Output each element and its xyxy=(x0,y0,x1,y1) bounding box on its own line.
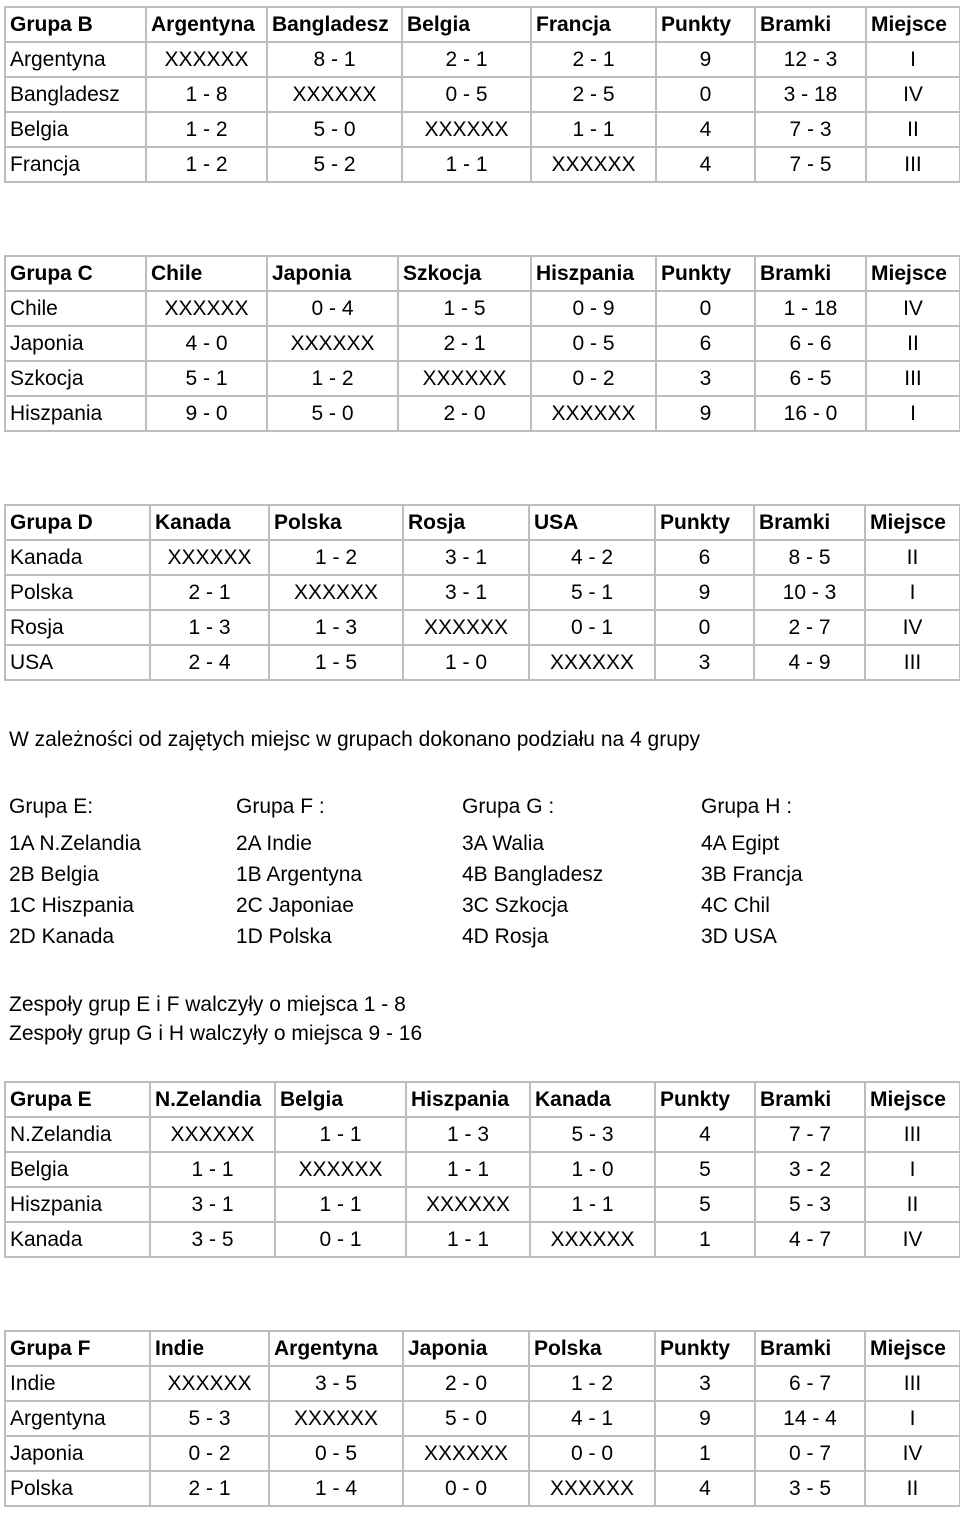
table-header-row xyxy=(5,1082,960,1117)
result-cell: 1 - 2 xyxy=(267,361,398,396)
placement-note: Zespoły grup E i F walczyły o miejsca 1 - 8 xyxy=(9,993,406,1016)
result-cell: 2 - 5 xyxy=(531,77,656,112)
place-cell: II xyxy=(865,1187,960,1222)
result-cell: 0 - 5 xyxy=(269,1436,403,1471)
new-group-title: Grupa H : xyxy=(701,795,793,818)
result-cell: 1 - 2 xyxy=(146,147,267,182)
result-cell: 1 - 1 xyxy=(150,1152,275,1187)
header-cell: Miejsce xyxy=(865,1331,960,1366)
result-cell: 4 - 0 xyxy=(146,326,267,361)
points-cell: 1 xyxy=(655,1222,755,1257)
header-cell: Indie xyxy=(150,1331,269,1366)
place-cell: III xyxy=(865,645,960,680)
team-cell: Argentyna xyxy=(5,42,146,77)
goals-cell: 3 - 2 xyxy=(755,1152,865,1187)
header-cell: Rosja xyxy=(403,505,529,540)
result-cell: 3 - 5 xyxy=(150,1222,275,1257)
header-cell: Punkty xyxy=(656,256,755,291)
header-cell: Grupa E xyxy=(5,1082,150,1117)
header-cell: Punkty xyxy=(655,1331,755,1366)
points-cell: 9 xyxy=(655,1401,755,1436)
place-cell: IV xyxy=(866,291,960,326)
table-row xyxy=(5,1152,960,1187)
goals-cell: 0 - 7 xyxy=(755,1436,865,1471)
table-header-row xyxy=(5,256,960,291)
result-cell: XXXXXX xyxy=(269,1401,403,1436)
group-f-table xyxy=(4,1330,960,1507)
table-row xyxy=(5,326,960,361)
team-cell: Polska xyxy=(5,1471,150,1506)
result-cell: 3 - 1 xyxy=(403,540,529,575)
table-row xyxy=(5,112,960,147)
team-cell: Polska xyxy=(5,575,150,610)
header-cell: Miejsce xyxy=(866,7,960,42)
place-cell: IV xyxy=(865,1436,960,1471)
result-cell: XXXXXX xyxy=(150,1366,269,1401)
division-note: W zależności od zajętych miejsc w grupach dokonano podziału na 4 grupy xyxy=(9,728,701,751)
team-cell: N.Zelandia xyxy=(5,1117,150,1152)
points-cell: 3 xyxy=(655,645,754,680)
group-member: 2C Japoniae xyxy=(236,894,354,917)
result-cell: XXXXXX xyxy=(150,540,269,575)
goals-cell: 4 - 9 xyxy=(754,645,865,680)
result-cell: XXXXXX xyxy=(531,147,656,182)
header-cell: Hiszpania xyxy=(406,1082,530,1117)
placement-note: Zespoły grup G i H walczyły o miejsca 9 - 16 xyxy=(9,1022,423,1045)
team-cell: Belgia xyxy=(5,112,146,147)
header-cell: Bramki xyxy=(754,505,865,540)
result-cell: 1 - 2 xyxy=(529,1366,655,1401)
goals-cell: 2 - 7 xyxy=(754,610,865,645)
group-member: 3C Szkocja xyxy=(462,894,569,917)
table-row xyxy=(5,540,960,575)
team-cell: Indie xyxy=(5,1366,150,1401)
result-cell: XXXXXX xyxy=(529,645,655,680)
result-cell: 1 - 1 xyxy=(406,1222,530,1257)
table-row xyxy=(5,396,960,431)
header-cell: Chile xyxy=(146,256,267,291)
new-group-title: Grupa G : xyxy=(462,795,555,818)
goals-cell: 14 - 4 xyxy=(755,1401,865,1436)
points-cell: 3 xyxy=(655,1366,755,1401)
table-row xyxy=(5,1436,960,1471)
result-cell: 5 - 1 xyxy=(146,361,267,396)
points-cell: 5 xyxy=(655,1187,755,1222)
goals-cell: 6 - 5 xyxy=(755,361,866,396)
result-cell: 5 - 0 xyxy=(267,396,398,431)
place-cell: III xyxy=(866,147,960,182)
header-cell: Punkty xyxy=(656,7,755,42)
goals-cell: 7 - 7 xyxy=(755,1117,865,1152)
points-cell: 9 xyxy=(656,396,755,431)
result-cell: 0 - 0 xyxy=(529,1436,655,1471)
result-cell: 2 - 0 xyxy=(398,396,531,431)
points-cell: 9 xyxy=(656,42,755,77)
team-cell: Chile xyxy=(5,291,146,326)
table-row xyxy=(5,361,960,396)
goals-cell: 16 - 0 xyxy=(755,396,866,431)
header-cell: Francja xyxy=(531,7,656,42)
result-cell: 3 - 5 xyxy=(269,1366,403,1401)
result-cell: 1 - 2 xyxy=(146,112,267,147)
result-cell: XXXXXX xyxy=(146,42,267,77)
header-cell: Hiszpania xyxy=(531,256,656,291)
result-cell: 3 - 1 xyxy=(150,1187,275,1222)
result-cell: XXXXXX xyxy=(150,1117,275,1152)
result-cell: 0 - 0 xyxy=(403,1471,529,1506)
goals-cell: 5 - 3 xyxy=(755,1187,865,1222)
result-cell: 4 - 2 xyxy=(529,540,655,575)
place-cell: I xyxy=(865,575,960,610)
group-member: 3B Francja xyxy=(701,863,803,886)
result-cell: XXXXXX xyxy=(398,361,531,396)
result-cell: XXXXXX xyxy=(275,1152,406,1187)
result-cell: 2 - 1 xyxy=(150,1471,269,1506)
table-row xyxy=(5,147,960,182)
group-member: 1A N.Zelandia xyxy=(9,832,141,855)
new-group-title: Grupa F : xyxy=(236,795,325,818)
points-cell: 0 xyxy=(656,291,755,326)
table-row xyxy=(5,645,960,680)
result-cell: XXXXXX xyxy=(269,575,403,610)
goals-cell: 10 - 3 xyxy=(754,575,865,610)
group-member: 3D USA xyxy=(701,925,777,948)
header-cell: Polska xyxy=(529,1331,655,1366)
table-row xyxy=(5,42,960,77)
table-row xyxy=(5,575,960,610)
group-member: 1D Polska xyxy=(236,925,332,948)
header-cell: Miejsce xyxy=(865,505,960,540)
place-cell: I xyxy=(865,1152,960,1187)
table-row xyxy=(5,1471,960,1506)
table-row xyxy=(5,1401,960,1436)
group-member: 2D Kanada xyxy=(9,925,115,948)
goals-cell: 1 - 18 xyxy=(755,291,866,326)
place-cell: IV xyxy=(866,77,960,112)
result-cell: 1 - 3 xyxy=(269,610,403,645)
group-member: 3A Walia xyxy=(462,832,545,855)
result-cell: 2 - 0 xyxy=(403,1366,529,1401)
result-cell: 5 - 1 xyxy=(529,575,655,610)
team-cell: Japonia xyxy=(5,326,146,361)
result-cell: 0 - 2 xyxy=(150,1436,269,1471)
result-cell: XXXXXX xyxy=(406,1187,530,1222)
result-cell: 0 - 4 xyxy=(267,291,398,326)
goals-cell: 12 - 3 xyxy=(755,42,866,77)
result-cell: 1 - 2 xyxy=(269,540,403,575)
result-cell: XXXXXX xyxy=(146,291,267,326)
result-cell: 5 - 2 xyxy=(267,147,402,182)
header-cell: Belgia xyxy=(275,1082,406,1117)
table-row xyxy=(5,1366,960,1401)
result-cell: 5 - 3 xyxy=(150,1401,269,1436)
place-cell: II xyxy=(865,1471,960,1506)
table-row xyxy=(5,1117,960,1152)
result-cell: 1 - 3 xyxy=(150,610,269,645)
header-cell: Japonia xyxy=(267,256,398,291)
group-member: 4D Rosja xyxy=(462,925,549,948)
result-cell: 0 - 5 xyxy=(531,326,656,361)
header-cell: Belgia xyxy=(402,7,531,42)
place-cell: I xyxy=(866,396,960,431)
header-cell: Szkocja xyxy=(398,256,531,291)
team-cell: Japonia xyxy=(5,1436,150,1471)
place-cell: I xyxy=(866,42,960,77)
result-cell: XXXXXX xyxy=(267,326,398,361)
team-cell: Francja xyxy=(5,147,146,182)
goals-cell: 3 - 5 xyxy=(755,1471,865,1506)
result-cell: XXXXXX xyxy=(403,1436,529,1471)
place-cell: II xyxy=(866,326,960,361)
goals-cell: 6 - 6 xyxy=(755,326,866,361)
points-cell: 4 xyxy=(655,1471,755,1506)
header-cell: Grupa B xyxy=(5,7,146,42)
place-cell: IV xyxy=(865,610,960,645)
result-cell: 2 - 1 xyxy=(398,326,531,361)
result-cell: XXXXXX xyxy=(402,112,531,147)
header-cell: Japonia xyxy=(403,1331,529,1366)
result-cell: 1 - 4 xyxy=(269,1471,403,1506)
header-cell: Argentyna xyxy=(269,1331,403,1366)
result-cell: 1 - 1 xyxy=(402,147,531,182)
header-cell: USA xyxy=(529,505,655,540)
header-cell: Miejsce xyxy=(866,256,960,291)
result-cell: 1 - 0 xyxy=(403,645,529,680)
header-cell: Bramki xyxy=(755,1082,865,1117)
result-cell: 5 - 0 xyxy=(403,1401,529,1436)
result-cell: 2 - 1 xyxy=(531,42,656,77)
points-cell: 0 xyxy=(655,610,754,645)
group-member: 4C Chil xyxy=(701,894,770,917)
goals-cell: 7 - 3 xyxy=(755,112,866,147)
points-cell: 6 xyxy=(655,540,754,575)
result-cell: 2 - 1 xyxy=(402,42,531,77)
result-cell: XXXXXX xyxy=(531,396,656,431)
table-header-row xyxy=(5,505,960,540)
result-cell: 1 - 1 xyxy=(531,112,656,147)
result-cell: 4 - 1 xyxy=(529,1401,655,1436)
result-cell: 5 - 0 xyxy=(267,112,402,147)
team-cell: Belgia xyxy=(5,1152,150,1187)
team-cell: Szkocja xyxy=(5,361,146,396)
goals-cell: 4 - 7 xyxy=(755,1222,865,1257)
points-cell: 6 xyxy=(656,326,755,361)
result-cell: 1 - 8 xyxy=(146,77,267,112)
header-cell: Bramki xyxy=(755,7,866,42)
result-cell: 8 - 1 xyxy=(267,42,402,77)
group-e-table xyxy=(4,1081,960,1258)
goals-cell: 7 - 5 xyxy=(755,147,866,182)
team-cell: Rosja xyxy=(5,610,150,645)
points-cell: 9 xyxy=(655,575,754,610)
goals-cell: 6 - 7 xyxy=(755,1366,865,1401)
result-cell: 1 - 0 xyxy=(530,1152,655,1187)
place-cell: III xyxy=(865,1117,960,1152)
header-cell: Polska xyxy=(269,505,403,540)
group-member: 4B Bangladesz xyxy=(462,863,604,886)
result-cell: XXXXXX xyxy=(529,1471,655,1506)
place-cell: III xyxy=(866,361,960,396)
group-member: 1B Argentyna xyxy=(236,863,363,886)
group-member: 4A Egipt xyxy=(701,832,780,855)
header-cell: Punkty xyxy=(655,505,754,540)
table-row xyxy=(5,1222,960,1257)
header-cell: Grupa D xyxy=(5,505,150,540)
place-cell: IV xyxy=(865,1222,960,1257)
result-cell: XXXXXX xyxy=(267,77,402,112)
result-cell: 1 - 5 xyxy=(398,291,531,326)
result-cell: 1 - 5 xyxy=(269,645,403,680)
header-cell: Punkty xyxy=(655,1082,755,1117)
points-cell: 0 xyxy=(656,77,755,112)
header-cell: Miejsce xyxy=(865,1082,960,1117)
table-row xyxy=(5,1187,960,1222)
header-cell: Kanada xyxy=(150,505,269,540)
team-cell: USA xyxy=(5,645,150,680)
team-cell: Hiszpania xyxy=(5,1187,150,1222)
result-cell: 3 - 1 xyxy=(403,575,529,610)
header-cell: Bramki xyxy=(755,1331,865,1366)
table-row xyxy=(5,610,960,645)
new-group-title: Grupa E: xyxy=(9,795,94,818)
place-cell: I xyxy=(865,1401,960,1436)
header-cell: Grupa C xyxy=(5,256,146,291)
group-member: 2A Indie xyxy=(236,832,312,855)
points-cell: 3 xyxy=(656,361,755,396)
points-cell: 4 xyxy=(656,147,755,182)
team-cell: Bangladesz xyxy=(5,77,146,112)
team-cell: Kanada xyxy=(5,1222,150,1257)
result-cell: 2 - 4 xyxy=(150,645,269,680)
group-member: 2B Belgia xyxy=(9,863,99,886)
group-d-table xyxy=(4,504,960,681)
header-cell: Kanada xyxy=(530,1082,655,1117)
result-cell: 1 - 1 xyxy=(530,1187,655,1222)
goals-cell: 8 - 5 xyxy=(754,540,865,575)
team-cell: Kanada xyxy=(5,540,150,575)
goals-cell: 3 - 18 xyxy=(755,77,866,112)
team-cell: Argentyna xyxy=(5,1401,150,1436)
result-cell: 0 - 5 xyxy=(402,77,531,112)
result-cell: XXXXXX xyxy=(530,1222,655,1257)
header-cell: Bramki xyxy=(755,256,866,291)
header-cell: N.Zelandia xyxy=(150,1082,275,1117)
result-cell: 0 - 1 xyxy=(529,610,655,645)
result-cell: 5 - 3 xyxy=(530,1117,655,1152)
table-header-row xyxy=(5,1331,960,1366)
group-b-table xyxy=(4,6,960,183)
result-cell: 1 - 1 xyxy=(275,1187,406,1222)
place-cell: II xyxy=(865,540,960,575)
group-c-table xyxy=(4,255,960,432)
points-cell: 4 xyxy=(656,112,755,147)
group-member: 1C Hiszpania xyxy=(9,894,134,917)
points-cell: 5 xyxy=(655,1152,755,1187)
team-cell: Hiszpania xyxy=(5,396,146,431)
result-cell: 0 - 9 xyxy=(531,291,656,326)
points-cell: 1 xyxy=(655,1436,755,1471)
place-cell: III xyxy=(865,1366,960,1401)
result-cell: 0 - 1 xyxy=(275,1222,406,1257)
header-cell: Grupa F xyxy=(5,1331,150,1366)
table-row xyxy=(5,291,960,326)
place-cell: II xyxy=(866,112,960,147)
result-cell: 9 - 0 xyxy=(146,396,267,431)
header-cell: Bangladesz xyxy=(267,7,402,42)
result-cell: 1 - 1 xyxy=(406,1152,530,1187)
table-header-row xyxy=(5,7,960,42)
table-row xyxy=(5,77,960,112)
result-cell: 2 - 1 xyxy=(150,575,269,610)
result-cell: 1 - 1 xyxy=(275,1117,406,1152)
result-cell: 1 - 3 xyxy=(406,1117,530,1152)
result-cell: XXXXXX xyxy=(403,610,529,645)
result-cell: 0 - 2 xyxy=(531,361,656,396)
points-cell: 4 xyxy=(655,1117,755,1152)
header-cell: Argentyna xyxy=(146,7,267,42)
